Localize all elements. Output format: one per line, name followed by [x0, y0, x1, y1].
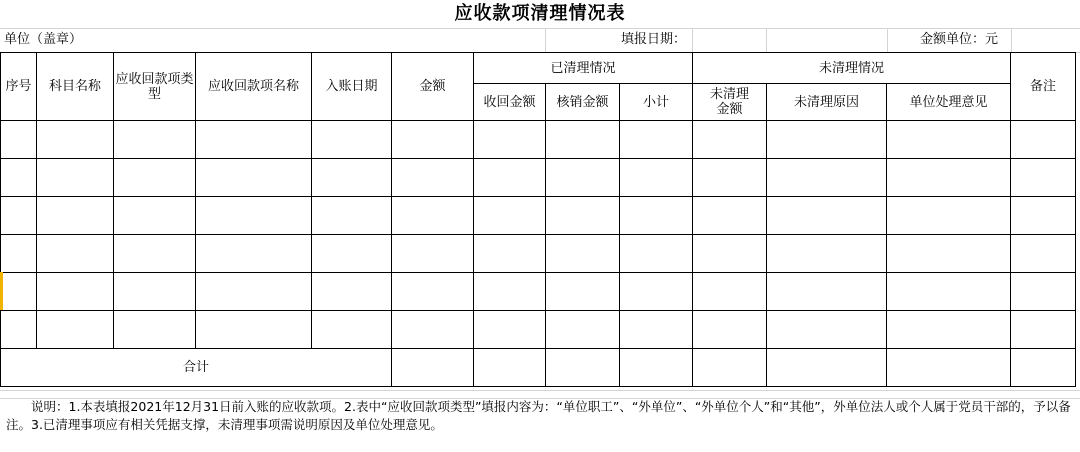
- fill-date-label: 填报日期：: [621, 32, 687, 47]
- table-cell[interactable]: [474, 197, 546, 235]
- table-cell[interactable]: [312, 121, 392, 159]
- table-cell[interactable]: [474, 235, 546, 273]
- table-cell[interactable]: [620, 197, 693, 235]
- table-cell[interactable]: [312, 235, 392, 273]
- table-cell[interactable]: [620, 311, 693, 349]
- total-recovered-cell[interactable]: [474, 349, 546, 387]
- table-cell[interactable]: [392, 273, 474, 311]
- table-cell[interactable]: [546, 159, 620, 197]
- sheet-title: 应收款项清理情况表: [454, 3, 626, 24]
- table-cell[interactable]: [474, 121, 546, 159]
- table-cell[interactable]: [37, 159, 114, 197]
- table-cell[interactable]: [887, 121, 1011, 159]
- table-cell[interactable]: [1011, 311, 1076, 349]
- table-cell[interactable]: [114, 235, 196, 273]
- header-recovered-amount: 收回金额: [474, 84, 546, 121]
- table-cell[interactable]: [196, 121, 312, 159]
- table-cell[interactable]: [196, 311, 312, 349]
- table-cell[interactable]: [114, 159, 196, 197]
- total-subtotal-cell[interactable]: [620, 349, 693, 387]
- table-cell[interactable]: [1, 311, 37, 349]
- table-cell[interactable]: [1, 273, 37, 311]
- header-uncleared-amount: 未清理金额: [693, 84, 767, 121]
- table-cell[interactable]: [196, 197, 312, 235]
- table-cell[interactable]: [887, 235, 1011, 273]
- table-cell[interactable]: [620, 159, 693, 197]
- table-cell[interactable]: [1011, 121, 1076, 159]
- table-cell[interactable]: [693, 197, 767, 235]
- table-cell[interactable]: [1011, 235, 1076, 273]
- table-cell[interactable]: [1, 121, 37, 159]
- table-cell[interactable]: [767, 159, 887, 197]
- total-remarks-cell[interactable]: [1011, 349, 1076, 387]
- table-cell[interactable]: [693, 235, 767, 273]
- table-cell[interactable]: [392, 159, 474, 197]
- table-cell[interactable]: [114, 273, 196, 311]
- total-reason-cell[interactable]: [767, 349, 887, 387]
- table-cell[interactable]: [546, 235, 620, 273]
- table-cell[interactable]: [693, 273, 767, 311]
- table-row: [1, 311, 1076, 349]
- table-cell[interactable]: [392, 121, 474, 159]
- table-cell[interactable]: [114, 121, 196, 159]
- header-uncleared-group: 未清理情况: [693, 53, 1011, 84]
- table-cell[interactable]: [392, 197, 474, 235]
- table-cell[interactable]: [887, 273, 1011, 311]
- table-row: [1, 235, 1076, 273]
- total-writeoff-cell[interactable]: [546, 349, 620, 387]
- header-receivable-name: 应收回款项名称: [196, 53, 312, 121]
- gridline: [692, 28, 693, 52]
- header-remarks: 备注: [1011, 53, 1076, 121]
- table-cell[interactable]: [312, 311, 392, 349]
- table-cell[interactable]: [196, 273, 312, 311]
- row-selection-marker: [0, 272, 3, 310]
- table-cell[interactable]: [620, 273, 693, 311]
- table-cell[interactable]: [37, 197, 114, 235]
- table-cell[interactable]: [37, 273, 114, 311]
- table-row: [1, 197, 1076, 235]
- table-cell[interactable]: [1, 159, 37, 197]
- table-cell[interactable]: [114, 197, 196, 235]
- table-cell[interactable]: [620, 235, 693, 273]
- gridline: [887, 28, 888, 52]
- table-cell[interactable]: [887, 197, 1011, 235]
- table-cell[interactable]: [546, 273, 620, 311]
- table-cell[interactable]: [196, 159, 312, 197]
- table-row: [1, 121, 1076, 159]
- header-subject-name: 科目名称: [37, 53, 114, 121]
- table-cell[interactable]: [693, 311, 767, 349]
- total-uncleared-cell[interactable]: [693, 349, 767, 387]
- amount-unit-label: 金额单位：元: [920, 32, 999, 47]
- header-amount: 金额: [392, 53, 474, 121]
- table-cell[interactable]: [37, 121, 114, 159]
- table-cell[interactable]: [546, 311, 620, 349]
- header-row-1: [1, 53, 1076, 84]
- table-cell[interactable]: [37, 235, 114, 273]
- header-seq: 序号: [1, 53, 37, 121]
- header-subtotal: 小计: [620, 84, 693, 121]
- table-cell[interactable]: [887, 311, 1011, 349]
- header-receivable-type: 应收回款项类型: [114, 53, 196, 121]
- table-cell[interactable]: [1011, 159, 1076, 197]
- table-cell[interactable]: [114, 311, 196, 349]
- table-cell[interactable]: [693, 121, 767, 159]
- table-cell[interactable]: [546, 197, 620, 235]
- table-cell[interactable]: [693, 159, 767, 197]
- table-cell[interactable]: [767, 273, 887, 311]
- table-cell[interactable]: [196, 235, 312, 273]
- gridline: [0, 28, 1080, 29]
- explanation-note: 说明：1.本表填报2021年12月31日前入账的应收款项。2.表中“应收回款项类型”填报内容为：“单位职工”、“外单位”、“外单位个人”和“其他”，外单位法人或个人属于党员干部的，予以备注。3.已清理事项应有相关凭据支撑，未清理事项需说明原因及单位处理意见。: [6, 399, 1071, 432]
- header-cleared-group: 已清理情况: [474, 53, 693, 84]
- header-writeoff-amount: 核销金额: [546, 84, 620, 121]
- table-cell[interactable]: [474, 159, 546, 197]
- receivables-table: [0, 52, 1076, 387]
- total-amount-cell[interactable]: [392, 349, 474, 387]
- unit-seal-label: 单位（盖章）: [4, 32, 83, 47]
- total-row: [1, 349, 1076, 387]
- table-cell[interactable]: [620, 121, 693, 159]
- table-cell[interactable]: [546, 121, 620, 159]
- total-opinion-cell[interactable]: [887, 349, 1011, 387]
- total-label: 合计: [1, 349, 392, 387]
- header-uncleared-reason: 未清理原因: [767, 84, 887, 121]
- table-cell[interactable]: [312, 197, 392, 235]
- table-cell[interactable]: [1, 197, 37, 235]
- table-cell[interactable]: [312, 159, 392, 197]
- table-cell[interactable]: [312, 273, 392, 311]
- table-cell[interactable]: [1011, 197, 1076, 235]
- table-cell[interactable]: [767, 311, 887, 349]
- table-row: [1, 273, 1076, 311]
- table-cell[interactable]: [767, 121, 887, 159]
- table-cell[interactable]: [392, 311, 474, 349]
- table-cell[interactable]: [1011, 273, 1076, 311]
- header-unit-opinion: 单位处理意见: [887, 84, 1011, 121]
- table-cell[interactable]: [474, 311, 546, 349]
- gridline: [0, 390, 1080, 391]
- table-row: [1, 159, 1076, 197]
- table-cell[interactable]: [474, 273, 546, 311]
- table-cell[interactable]: [767, 235, 887, 273]
- table-cell[interactable]: [767, 197, 887, 235]
- header-entry-date: 入账日期: [312, 53, 392, 121]
- gridline: [766, 28, 767, 52]
- table-cell[interactable]: [392, 235, 474, 273]
- gridline: [1011, 28, 1012, 52]
- table-cell[interactable]: [887, 159, 1011, 197]
- table-cell[interactable]: [37, 311, 114, 349]
- gridline: [545, 28, 546, 52]
- table-cell[interactable]: [1, 235, 37, 273]
